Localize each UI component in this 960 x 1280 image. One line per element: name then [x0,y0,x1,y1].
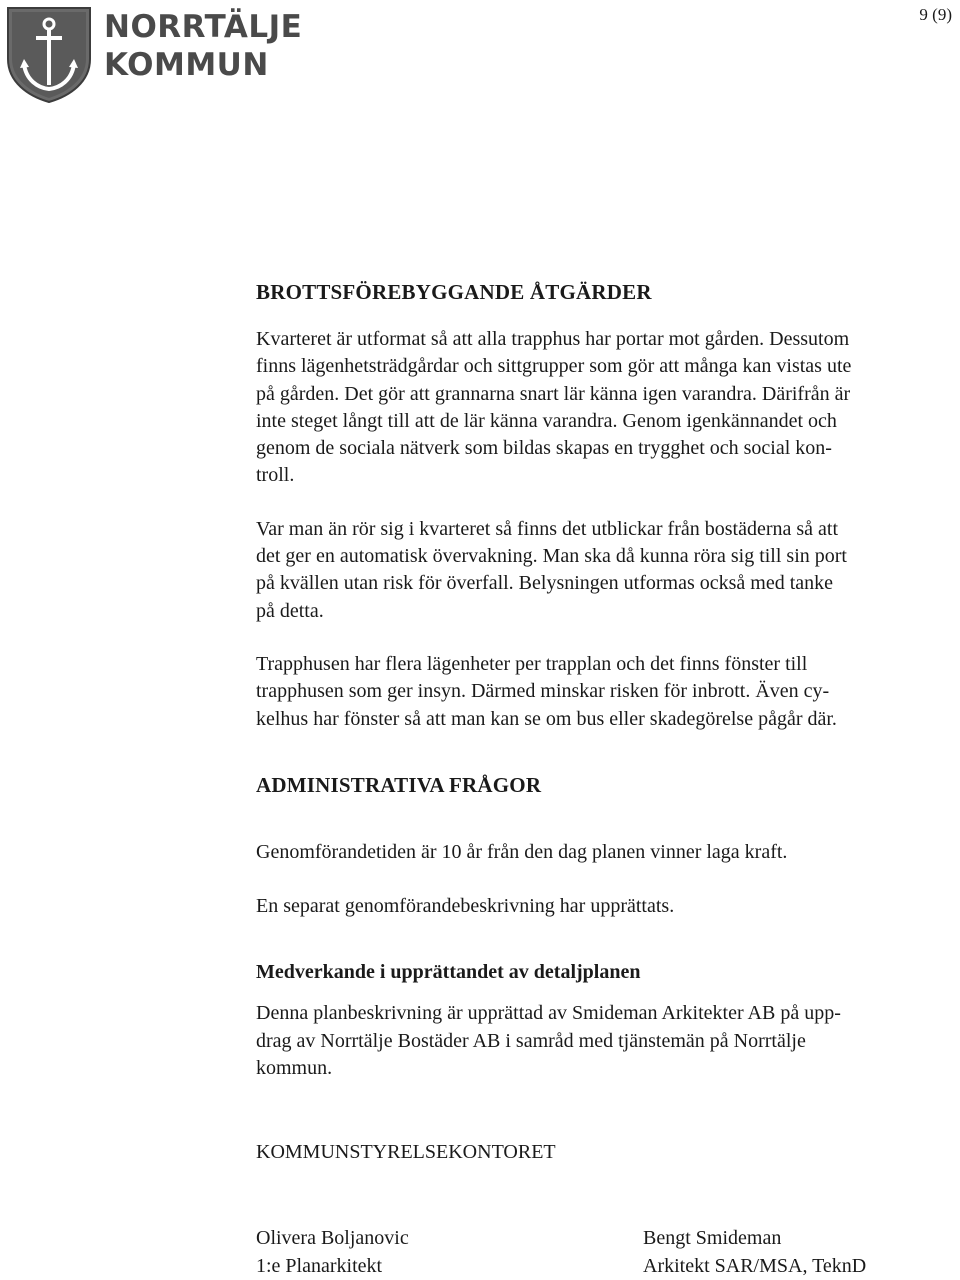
text-line: Denna planbeskrivning är upprättad av Smideman Arkitekter AB på upp- [256,1002,841,1025]
text-line: på kvällen utan risk för överfall. Belysningen utformas också med tanke [256,572,834,595]
office-name: KOMMUNSTYRELSEKONTORET [256,1141,556,1163]
logo-line-2: KOMMUN [104,47,269,83]
heading-medverkande: Medverkande i upprättandet av detaljplanen [256,961,641,984]
text-line: trapphusen som ger insyn. Därmed minskar risken för inbrott. Även cy- [256,680,830,703]
signature-name: Bengt Smideman [643,1227,782,1249]
paragraph-trapphusen [256,651,956,733]
text-line: drag av Norrtälje Bostäder AB i samråd med tjänstemän på Norrtälje [256,1029,806,1052]
text-line: finns lägenhetsträdgårdar och sittgrupper som gör att många kan vistas ute [256,355,852,378]
paragraph-kvarteret [256,326,956,490]
text-line: Trapphusen har flera lägenheter per trapplan och det finns fönster till [256,652,808,675]
text-line: kelhus har fönster så att man kan se om bus eller skadegörelse pågår där. [256,707,837,730]
text-line: det ger en automatisk övervakning. Man ska då kunna röra sig till sin port [256,545,847,568]
paragraph-medverkande [256,1000,956,1082]
text-line: kommun. [256,1057,333,1080]
document-body [256,278,956,1277]
text-line: Kvarteret är utformat så att alla trapphus har portar mot gården. Dessutom [256,328,850,350]
heading-administrativa: ADMINISTRATIVA FRÅGOR [256,772,542,797]
paragraph-genomforandetid [256,839,956,866]
signature-title: Arkitekt SAR/MSA, TeknD [643,1255,867,1277]
text-line: Genomförandetiden är 10 år från den dag planen vinner laga kraft. [256,840,788,863]
text-line: Var man än rör sig i kvarteret så finns det utblickar från bostäderna så att [256,517,839,540]
signature-title: 1:e Planarkitekt [256,1255,383,1277]
signature-name: Olivera Boljanovic [256,1227,409,1249]
paragraph-var-man [256,516,956,625]
text-line: genom de sociala nätverk som bildas skapas en trygghet och social kon- [256,437,832,460]
text-line: En separat genomförandebeskrivning har upprättats. [256,895,675,918]
heading-brottsforebyggande: BROTTSFÖREBYGGANDE ÅTGÄRDER [256,280,652,304]
municipality-logo [4,4,303,104]
logo-line-1: NORRTÄLJE [104,9,303,45]
text-line: på gården. Det gör att grannarna snart lär känna igen varandra. Därifrån är [256,382,851,405]
logo-wordmark [104,8,302,84]
page-number: 9 (9) [919,5,952,24]
paragraph-separat [256,893,956,920]
text-line: på detta. [256,599,324,622]
anchor-shield-icon [4,4,94,104]
text-line: inte steget långt till att de lär känna varandra. Genom igenkännandet och [256,409,837,432]
text-line: troll. [256,464,295,487]
